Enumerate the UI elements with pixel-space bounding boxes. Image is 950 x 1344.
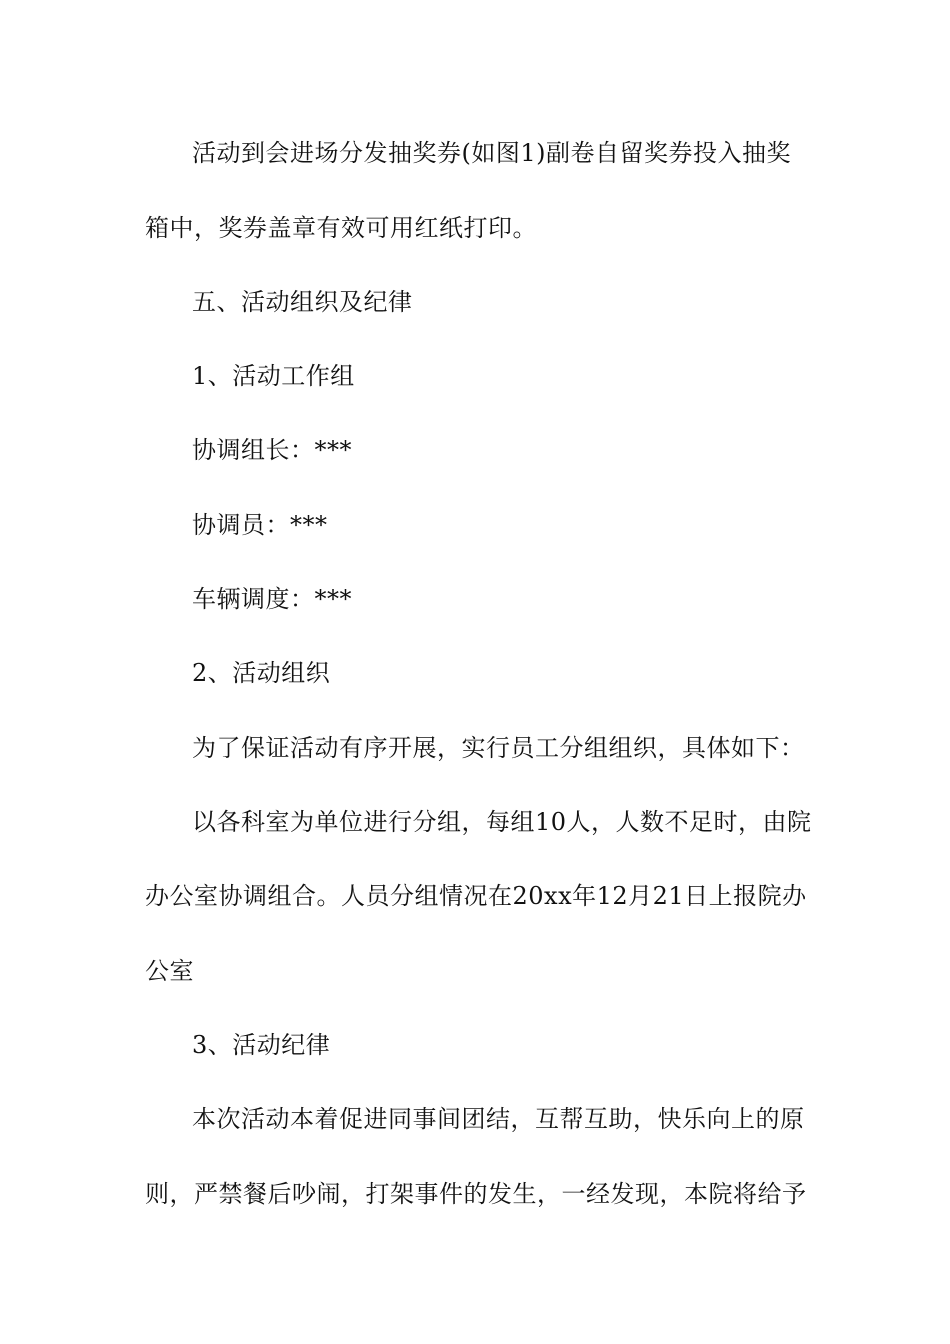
paragraph-line: 协调员：*** [192, 511, 328, 539]
paragraph-line: 公室 [145, 957, 194, 985]
paragraph-line: 活动到会进场分发抽奖券(如图1)副卷自留奖券投入抽奖 [192, 139, 791, 167]
subsection-heading: 1、活动工作组 [192, 362, 355, 390]
paragraph-line: 以各科室为单位进行分组，每组10人，人数不足时，由院 [192, 808, 812, 836]
paragraph-line: 箱中，奖券盖章有效可用红纸打印。 [145, 214, 537, 242]
subsection-heading: 3、活动纪律 [192, 1031, 331, 1059]
paragraph-line: 车辆调度：*** [192, 585, 352, 613]
paragraph-line: 办公室协调组合。人员分组情况在20xx年12月21日上报院办 [145, 882, 807, 910]
section-heading: 五、活动组织及纪律 [192, 288, 413, 316]
paragraph-line: 协调组长：*** [192, 436, 352, 464]
paragraph-line: 本次活动本着促进同事间团结，互帮互助，快乐向上的原 [192, 1105, 805, 1133]
subsection-heading: 2、活动组织 [192, 659, 331, 687]
paragraph-line: 则，严禁餐后吵闹，打架事件的发生，一经发现，本院将给予 [145, 1180, 807, 1208]
paragraph-line: 为了保证活动有序开展，实行员工分组组织，具体如下： [192, 734, 805, 762]
